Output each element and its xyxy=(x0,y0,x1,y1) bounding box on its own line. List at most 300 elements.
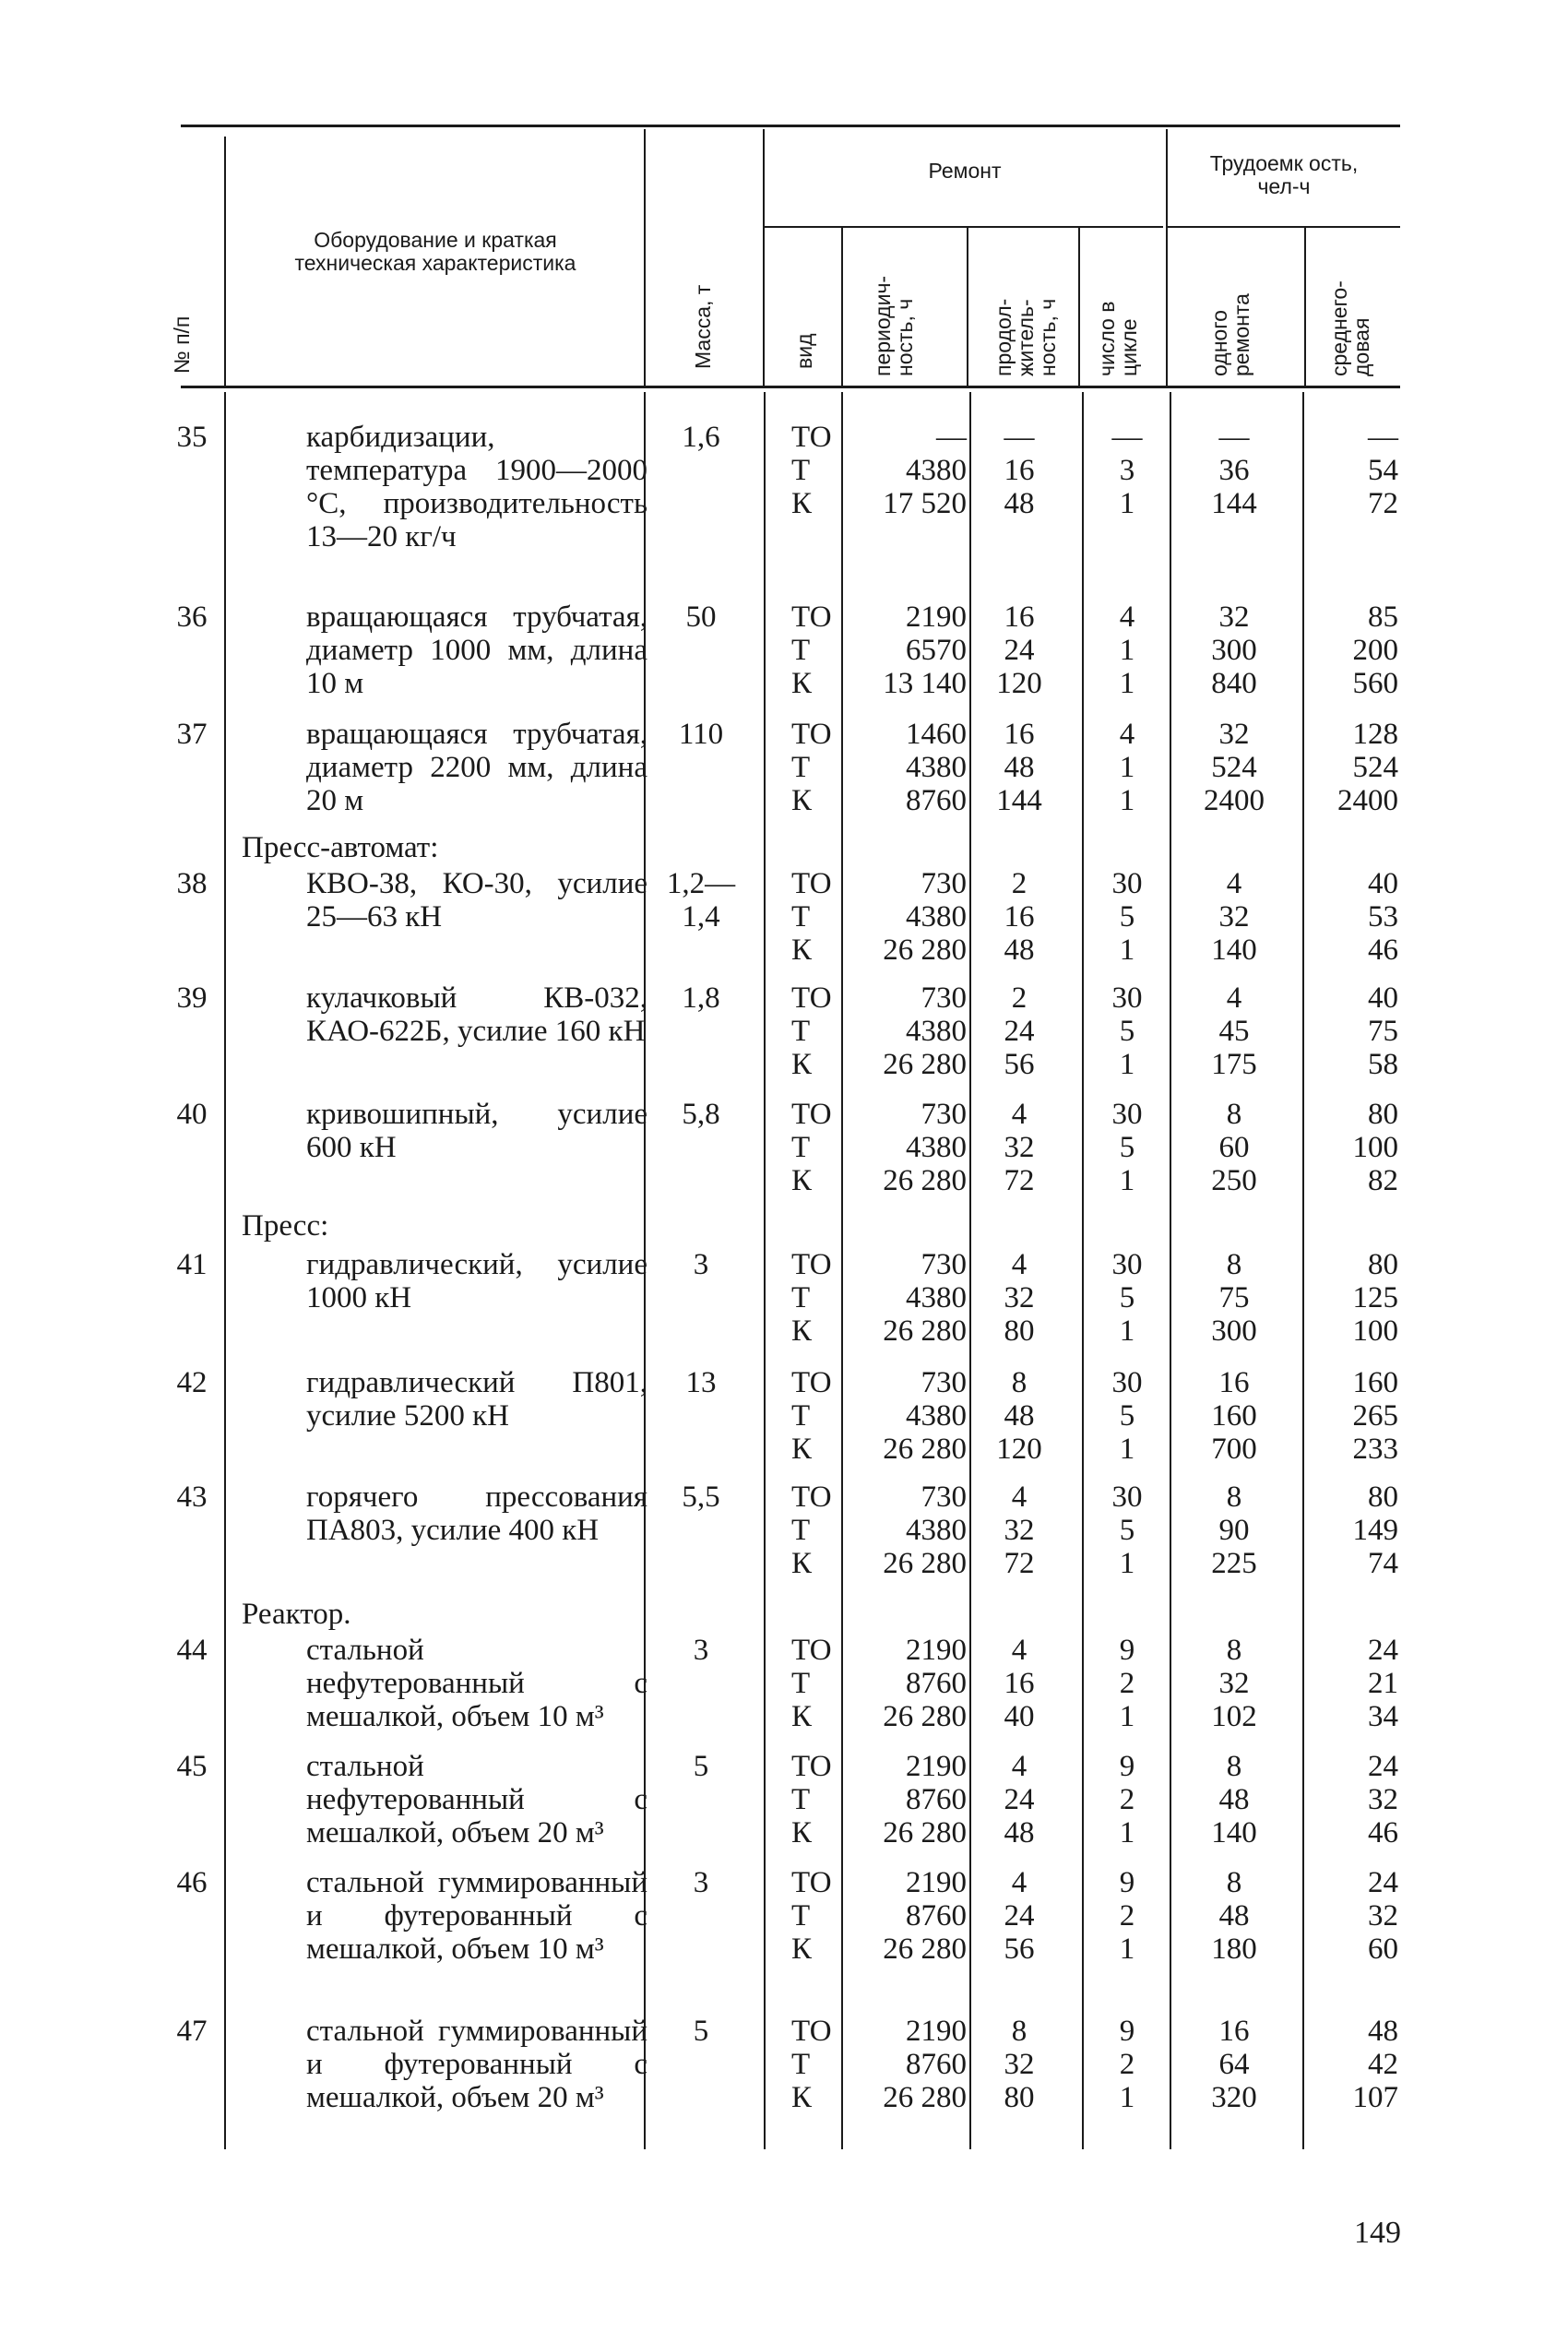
period-cell: 2190 xyxy=(906,1634,967,1667)
types-cell: Т xyxy=(791,900,811,934)
duration-cell: 48 xyxy=(1004,1816,1035,1849)
duration-cell: 48 xyxy=(1004,934,1035,967)
period-cell: 8760 xyxy=(906,784,967,817)
annual-cell: 2400 xyxy=(1337,784,1398,817)
duration-cell: 2 xyxy=(1011,981,1028,1015)
equipment-description: стальной гуммированный и футерованный с мешалкой, объем 10 м³ xyxy=(306,1866,647,1966)
duration-cell: 16 xyxy=(1004,900,1035,934)
duration-cell: 8 xyxy=(1011,1366,1028,1399)
count-cell: 4 xyxy=(1119,718,1135,751)
duration-cell: 4 xyxy=(1011,1098,1028,1131)
equipment-description: стальной нефутерованный с мешалкой, объем 10 м³ xyxy=(306,1634,647,1733)
duration-cell: 4 xyxy=(1011,1248,1028,1281)
count-cell: 1 xyxy=(1119,667,1135,700)
period-cell: 4380 xyxy=(906,1399,967,1433)
one-cell: 140 xyxy=(1211,1816,1257,1849)
annual-cell: 128 xyxy=(1352,718,1398,751)
types-cell: ТО xyxy=(791,1634,832,1667)
count-cell: 5 xyxy=(1119,1015,1135,1048)
duration-cell: 8 xyxy=(1011,2015,1028,2048)
annual-cell: 24 xyxy=(1368,1866,1398,1899)
header-divider xyxy=(841,228,843,386)
duration-cell: 2 xyxy=(1011,867,1028,900)
types-cell: К xyxy=(791,2081,813,2114)
count-cell: 2 xyxy=(1119,1899,1135,1933)
count-cell: 1 xyxy=(1119,487,1135,520)
types-cell: К xyxy=(791,1933,813,1966)
annual-cell: 32 xyxy=(1368,1899,1398,1933)
header-divider xyxy=(644,129,646,386)
body-divider xyxy=(764,392,766,2149)
one-cell: 140 xyxy=(1211,934,1257,967)
body-divider xyxy=(1170,392,1171,2149)
one-cell: 225 xyxy=(1211,1547,1257,1580)
period-cell: 8760 xyxy=(906,1899,967,1933)
mass-value: 50 xyxy=(685,601,717,634)
annual-cell: 34 xyxy=(1368,1700,1398,1733)
duration-cell: 4 xyxy=(1011,1634,1028,1667)
count-cell: 3 xyxy=(1119,454,1135,487)
one-cell: 102 xyxy=(1211,1700,1257,1733)
one-cell: 32 xyxy=(1218,900,1250,934)
header-equipment: Оборудование и краткая техническая характеристика xyxy=(294,228,576,275)
one-cell: 4 xyxy=(1226,867,1242,900)
count-cell: 9 xyxy=(1119,2015,1135,2048)
period-cell: 8760 xyxy=(906,1783,967,1816)
one-cell: 48 xyxy=(1218,1783,1250,1816)
types-cell: ТО xyxy=(791,1248,832,1281)
mass-value: 5 xyxy=(693,1750,709,1783)
equipment-description: стальной гуммированный и футерованный с мешалкой, объем 20 м³ xyxy=(306,2015,647,2114)
types-cell: ТО xyxy=(791,421,832,454)
row-number: 39 xyxy=(176,981,208,1015)
equipment-description: вращающаяся трубчатая, диаметр 2200 мм, длина 20 м xyxy=(306,718,647,817)
types-cell: ТО xyxy=(791,1366,832,1399)
one-cell: 8 xyxy=(1226,1634,1242,1667)
one-cell: 45 xyxy=(1218,1015,1250,1048)
duration-cell: 32 xyxy=(1004,1131,1035,1164)
count-cell: 1 xyxy=(1119,2081,1135,2114)
mass-value: 1,8 xyxy=(682,981,720,1015)
table-top-rule xyxy=(181,125,1400,127)
count-cell: 2 xyxy=(1119,1783,1135,1816)
header-divider xyxy=(967,228,968,386)
period-cell: 26 280 xyxy=(883,1700,967,1733)
period-cell: 8760 xyxy=(906,2048,967,2081)
header-one-repair: одного ремонта xyxy=(1207,293,1253,376)
annual-cell: 21 xyxy=(1368,1667,1398,1700)
one-cell: 32 xyxy=(1218,1667,1250,1700)
header-labor: Трудоемк ость, чел-ч xyxy=(1209,151,1359,198)
count-cell: 1 xyxy=(1119,934,1135,967)
count-cell: 1 xyxy=(1119,784,1135,817)
annual-cell: 100 xyxy=(1352,1131,1398,1164)
types-cell: ТО xyxy=(791,1098,832,1131)
one-cell: 144 xyxy=(1211,487,1257,520)
row-number: 45 xyxy=(176,1750,208,1783)
types-cell: К xyxy=(791,1816,813,1849)
count-cell: 1 xyxy=(1119,1164,1135,1197)
header-divider xyxy=(224,137,226,386)
period-cell: 4380 xyxy=(906,1015,967,1048)
header-bottom-rule xyxy=(181,386,1400,388)
count-cell: 9 xyxy=(1119,1634,1135,1667)
annual-cell: 53 xyxy=(1368,900,1398,934)
types-cell: Т xyxy=(791,1015,811,1048)
one-cell: 300 xyxy=(1211,1314,1257,1348)
count-cell: 30 xyxy=(1111,867,1143,900)
duration-cell: 48 xyxy=(1004,487,1035,520)
row-number: 47 xyxy=(176,2015,208,2048)
period-cell: 2190 xyxy=(906,1750,967,1783)
count-cell: 1 xyxy=(1119,1433,1135,1466)
one-cell: 8 xyxy=(1226,1866,1242,1899)
page-number: 149 xyxy=(1354,2216,1401,2250)
count-cell: 1 xyxy=(1119,1547,1135,1580)
duration-cell: — xyxy=(1004,421,1035,454)
period-cell: 730 xyxy=(921,1481,967,1514)
row-number: 40 xyxy=(176,1098,208,1131)
period-cell: 4380 xyxy=(906,454,967,487)
one-cell: 16 xyxy=(1218,1366,1250,1399)
types-cell: К xyxy=(791,784,813,817)
duration-cell: 120 xyxy=(996,1433,1042,1466)
group-label-press: Пресс: xyxy=(242,1209,329,1243)
types-cell: ТО xyxy=(791,981,832,1015)
count-cell: 30 xyxy=(1111,981,1143,1015)
one-cell: 8 xyxy=(1226,1750,1242,1783)
one-cell: 160 xyxy=(1211,1399,1257,1433)
mass-value: 5,5 xyxy=(682,1481,720,1514)
types-cell: К xyxy=(791,1314,813,1348)
duration-cell: 56 xyxy=(1004,1933,1035,1966)
body-divider xyxy=(1302,392,1304,2149)
count-cell: 4 xyxy=(1119,601,1135,634)
row-number: 38 xyxy=(176,867,208,900)
row-number: 46 xyxy=(176,1866,208,1899)
mass-value: 5,8 xyxy=(682,1098,720,1131)
duration-cell: 48 xyxy=(1004,1399,1035,1433)
annual-cell: 233 xyxy=(1352,1433,1398,1466)
types-cell: ТО xyxy=(791,1866,832,1899)
period-cell: 26 280 xyxy=(883,1433,967,1466)
types-cell: ТО xyxy=(791,1481,832,1514)
period-cell: 4380 xyxy=(906,1131,967,1164)
period-cell: 26 280 xyxy=(883,1933,967,1966)
one-cell: 32 xyxy=(1218,601,1250,634)
count-cell: 30 xyxy=(1111,1366,1143,1399)
one-cell: 36 xyxy=(1218,454,1250,487)
duration-cell: 48 xyxy=(1004,751,1035,784)
mass-value: 3 xyxy=(693,1248,709,1281)
count-cell: 1 xyxy=(1119,634,1135,667)
body-divider xyxy=(224,392,226,2149)
header-divider xyxy=(1078,228,1080,386)
types-cell: К xyxy=(791,1433,813,1466)
one-cell: 700 xyxy=(1211,1433,1257,1466)
duration-cell: 16 xyxy=(1004,718,1035,751)
count-cell: 1 xyxy=(1119,751,1135,784)
duration-cell: 144 xyxy=(996,784,1042,817)
one-cell: 175 xyxy=(1211,1048,1257,1081)
period-cell: 4380 xyxy=(906,751,967,784)
equipment-description: гидравлический П801, усилие 5200 кН xyxy=(306,1366,647,1433)
period-cell: 4380 xyxy=(906,1514,967,1547)
equipment-description: горячего прессования ПА803, усилие 400 кН xyxy=(306,1481,647,1547)
duration-cell: 80 xyxy=(1004,2081,1035,2114)
period-cell: 4380 xyxy=(906,900,967,934)
types-cell: Т xyxy=(791,1281,811,1314)
group-label-reactor: Реактор. xyxy=(242,1598,351,1631)
count-cell: 2 xyxy=(1119,2048,1135,2081)
types-cell: ТО xyxy=(791,867,832,900)
annual-cell: — xyxy=(1368,421,1398,454)
types-cell: К xyxy=(791,934,813,967)
count-cell: 9 xyxy=(1119,1866,1135,1899)
equipment-description: вращающаяся трубчатая, диаметр 1000 мм, длина 10 м xyxy=(306,601,647,700)
period-cell: 730 xyxy=(921,1248,967,1281)
count-cell: 1 xyxy=(1119,1933,1135,1966)
header-number: № п/п xyxy=(170,315,194,374)
one-cell: 4 xyxy=(1226,981,1242,1015)
duration-cell: 16 xyxy=(1004,454,1035,487)
one-cell: 60 xyxy=(1218,1131,1250,1164)
duration-cell: 16 xyxy=(1004,1667,1035,1700)
annual-cell: 82 xyxy=(1368,1164,1398,1197)
duration-cell: 120 xyxy=(996,667,1042,700)
annual-cell: 80 xyxy=(1368,1098,1398,1131)
one-cell: 840 xyxy=(1211,667,1257,700)
count-cell: 1 xyxy=(1119,1048,1135,1081)
header-count: число в цикле xyxy=(1095,301,1141,376)
annual-cell: 74 xyxy=(1368,1547,1398,1580)
period-cell: 26 280 xyxy=(883,1048,967,1081)
annual-cell: 60 xyxy=(1368,1933,1398,1966)
types-cell: Т xyxy=(791,1783,811,1816)
equipment-description: стальной нефутерованный с мешалкой, объем 20 м³ xyxy=(306,1750,647,1849)
count-cell: 5 xyxy=(1119,1131,1135,1164)
header-mass: Масса, т xyxy=(691,284,715,369)
types-cell: К xyxy=(791,1700,813,1733)
count-cell: 30 xyxy=(1111,1098,1143,1131)
annual-cell: 524 xyxy=(1352,751,1398,784)
mass-value: 3 xyxy=(693,1634,709,1667)
annual-cell: 40 xyxy=(1368,867,1398,900)
header-duration: продол- житель- ность, ч xyxy=(992,298,1060,376)
one-cell: 16 xyxy=(1218,2015,1250,2048)
count-cell: 9 xyxy=(1119,1750,1135,1783)
annual-cell: 80 xyxy=(1368,1248,1398,1281)
row-number: 41 xyxy=(176,1248,208,1281)
period-cell: 8760 xyxy=(906,1667,967,1700)
types-cell: Т xyxy=(791,1514,811,1547)
count-cell: 5 xyxy=(1119,900,1135,934)
types-cell: Т xyxy=(791,2048,811,2081)
equipment-description: гидравлический, усилие 1000 кН xyxy=(306,1248,647,1314)
period-cell: 1460 xyxy=(906,718,967,751)
types-cell: К xyxy=(791,667,813,700)
row-number: 35 xyxy=(176,421,208,454)
annual-cell: 125 xyxy=(1352,1281,1398,1314)
repair-group-rule xyxy=(764,226,1163,228)
count-cell: 1 xyxy=(1119,1816,1135,1849)
types-cell: ТО xyxy=(791,2015,832,2048)
count-cell: — xyxy=(1111,421,1143,454)
annual-cell: 46 xyxy=(1368,934,1398,967)
annual-cell: 24 xyxy=(1368,1750,1398,1783)
duration-cell: 32 xyxy=(1004,1514,1035,1547)
annual-cell: 560 xyxy=(1352,667,1398,700)
duration-cell: 32 xyxy=(1004,1281,1035,1314)
types-cell: Т xyxy=(791,454,811,487)
annual-cell: 265 xyxy=(1352,1399,1398,1433)
duration-cell: 40 xyxy=(1004,1700,1035,1733)
types-cell: Т xyxy=(791,634,811,667)
mass-value: 1,2— 1,4 xyxy=(666,867,736,934)
annual-cell: 100 xyxy=(1352,1314,1398,1348)
count-cell: 30 xyxy=(1111,1481,1143,1514)
body-divider xyxy=(969,392,971,2149)
types-cell: К xyxy=(791,1048,813,1081)
duration-cell: 24 xyxy=(1004,634,1035,667)
annual-cell: 54 xyxy=(1368,454,1398,487)
period-cell: 4380 xyxy=(906,1281,967,1314)
period-cell: 730 xyxy=(921,1366,967,1399)
count-cell: 1 xyxy=(1119,1700,1135,1733)
annual-cell: 58 xyxy=(1368,1048,1398,1081)
one-cell: 8 xyxy=(1226,1481,1242,1514)
one-cell: 75 xyxy=(1218,1281,1250,1314)
annual-cell: 85 xyxy=(1368,601,1398,634)
duration-cell: 80 xyxy=(1004,1314,1035,1348)
one-cell: 8 xyxy=(1226,1098,1242,1131)
types-cell: ТО xyxy=(791,601,832,634)
row-number: 43 xyxy=(176,1481,208,1514)
types-cell: Т xyxy=(791,1399,811,1433)
annual-cell: 40 xyxy=(1368,981,1398,1015)
types-cell: Т xyxy=(791,1899,811,1933)
annual-cell: 24 xyxy=(1368,1634,1398,1667)
group-label-press-automat: Пресс-автомат: xyxy=(242,831,439,864)
period-cell: 13 140 xyxy=(883,667,967,700)
period-cell: 730 xyxy=(921,867,967,900)
one-cell: — xyxy=(1218,421,1250,454)
one-cell: 300 xyxy=(1211,634,1257,667)
duration-cell: 4 xyxy=(1011,1866,1028,1899)
one-cell: 48 xyxy=(1218,1899,1250,1933)
annual-cell: 75 xyxy=(1368,1015,1398,1048)
one-cell: 90 xyxy=(1218,1514,1250,1547)
annual-cell: 160 xyxy=(1352,1366,1398,1399)
mass-value: 13 xyxy=(685,1366,717,1399)
body-divider xyxy=(1082,392,1084,2149)
annual-cell: 32 xyxy=(1368,1783,1398,1816)
period-cell: 17 520 xyxy=(883,487,967,520)
period-cell: 6570 xyxy=(906,634,967,667)
duration-cell: 24 xyxy=(1004,1899,1035,1933)
period-cell: 26 280 xyxy=(883,1547,967,1580)
one-cell: 2400 xyxy=(1204,784,1265,817)
count-cell: 5 xyxy=(1119,1281,1135,1314)
header-period: периодич- ность, ч xyxy=(871,275,917,376)
one-cell: 320 xyxy=(1211,2081,1257,2114)
equipment-description: кулачковый КВ-032, КАО-622Б, усилие 160 кН xyxy=(306,981,647,1048)
types-cell: К xyxy=(791,1164,813,1197)
period-cell: 26 280 xyxy=(883,1164,967,1197)
period-cell: 730 xyxy=(921,1098,967,1131)
equipment-description: КВО-38, КО-30, усилие 25—63 кН xyxy=(306,867,647,934)
duration-cell: 24 xyxy=(1004,1783,1035,1816)
types-cell: Т xyxy=(791,1131,811,1164)
annual-cell: 72 xyxy=(1368,487,1398,520)
header-repair: Ремонт xyxy=(928,159,1002,183)
mass-value: 110 xyxy=(678,718,724,751)
body-divider xyxy=(841,392,843,2149)
mass-value: 3 xyxy=(693,1866,709,1899)
duration-cell: 24 xyxy=(1004,1015,1035,1048)
count-cell: 30 xyxy=(1111,1248,1143,1281)
period-cell: 26 280 xyxy=(883,1314,967,1348)
types-cell: К xyxy=(791,487,813,520)
types-cell: Т xyxy=(791,1667,811,1700)
one-cell: 180 xyxy=(1211,1933,1257,1966)
period-cell: 2190 xyxy=(906,1866,967,1899)
annual-cell: 48 xyxy=(1368,2015,1398,2048)
annual-cell: 42 xyxy=(1368,2048,1398,2081)
duration-cell: 4 xyxy=(1011,1481,1028,1514)
duration-cell: 72 xyxy=(1004,1547,1035,1580)
one-cell: 250 xyxy=(1211,1164,1257,1197)
annual-cell: 107 xyxy=(1352,2081,1398,2114)
types-cell: Т xyxy=(791,751,811,784)
period-cell: 730 xyxy=(921,981,967,1015)
period-cell: 2190 xyxy=(906,601,967,634)
duration-cell: 16 xyxy=(1004,601,1035,634)
header-divider xyxy=(1304,228,1306,386)
period-cell: 26 280 xyxy=(883,2081,967,2114)
annual-cell: 200 xyxy=(1352,634,1398,667)
header-annual: среднего- довая xyxy=(1327,280,1373,376)
row-number: 44 xyxy=(176,1634,208,1667)
annual-cell: 80 xyxy=(1368,1481,1398,1514)
count-cell: 5 xyxy=(1119,1514,1135,1547)
mass-value: 1,6 xyxy=(682,421,720,454)
one-cell: 64 xyxy=(1218,2048,1250,2081)
one-cell: 32 xyxy=(1218,718,1250,751)
annual-cell: 46 xyxy=(1368,1816,1398,1849)
types-cell: К xyxy=(791,1547,813,1580)
duration-cell: 56 xyxy=(1004,1048,1035,1081)
equipment-description: карбидизации, температура 1900—2000 °С, производительность 13—20 кг/ч xyxy=(306,421,647,553)
one-cell: 524 xyxy=(1211,751,1257,784)
mass-value: 5 xyxy=(693,2015,709,2048)
row-number: 37 xyxy=(176,718,208,751)
equipment-description: кривошипный, усилие 600 кН xyxy=(306,1098,647,1164)
types-cell: ТО xyxy=(791,1750,832,1783)
types-cell: ТО xyxy=(791,718,832,751)
period-cell: — xyxy=(936,421,967,454)
period-cell: 26 280 xyxy=(883,934,967,967)
count-cell: 2 xyxy=(1119,1667,1135,1700)
period-cell: 26 280 xyxy=(883,1816,967,1849)
duration-cell: 32 xyxy=(1004,2048,1035,2081)
one-cell: 8 xyxy=(1226,1248,1242,1281)
annual-cell: 149 xyxy=(1352,1514,1398,1547)
header-type: вид xyxy=(792,333,816,369)
duration-cell: 4 xyxy=(1011,1750,1028,1783)
period-cell: 2190 xyxy=(906,2015,967,2048)
labor-group-rule xyxy=(1167,226,1400,228)
